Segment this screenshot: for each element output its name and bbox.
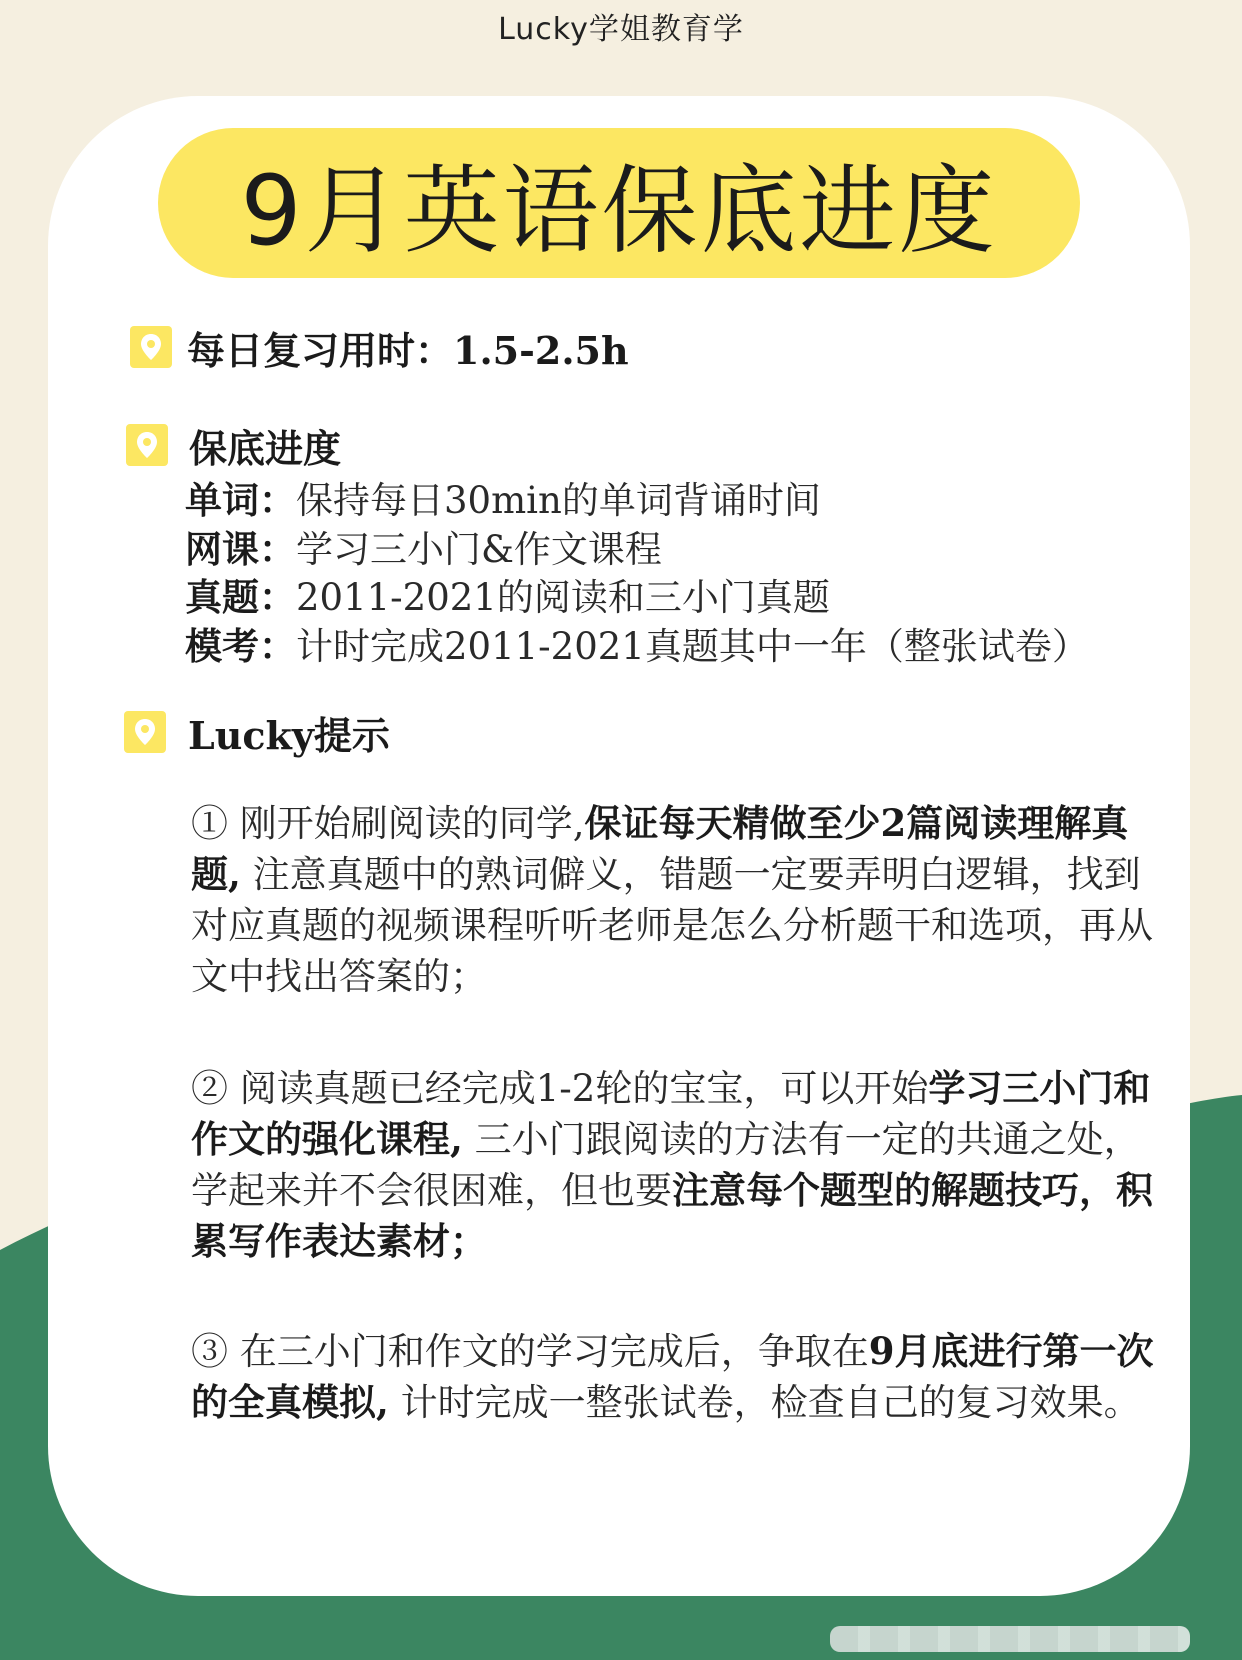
progress-item-key: 网课：	[185, 527, 296, 571]
progress-item	[185, 476, 821, 525]
daily-time-heading: 每日复习用时：1.5-2.5h	[187, 328, 629, 373]
tip-paragraph	[191, 1326, 1161, 1428]
location-pin-icon	[126, 424, 168, 466]
watermark-text: Lucky学姐教育学	[498, 12, 744, 47]
title-banner	[158, 128, 1080, 278]
tip-bold-text: 注意每个题型的解题技巧，积累写作表达素材；	[191, 1168, 1153, 1263]
progress-item-key: 真题：	[185, 575, 296, 619]
tip-bold-text: 保证每天精做至少2篇阅读理解真题,	[191, 801, 1129, 896]
tip-paragraph	[191, 1063, 1161, 1267]
progress-item-text: 保持每日30min的单词背诵时间	[296, 479, 821, 522]
tip-paragraph	[191, 798, 1161, 1002]
tip-text: ③ 在三小门和作文的学习完成后，争取在	[191, 1330, 869, 1373]
tip-text: ① 刚开始刷阅读的同学,	[191, 802, 585, 845]
progress-item-text: 学习三小门&作文课程	[296, 528, 662, 571]
location-pin-icon	[130, 326, 172, 368]
progress-heading: 保底进度	[189, 426, 342, 471]
tip-bold-text: 9月底进行第一次的全真模拟,	[191, 1329, 1154, 1424]
progress-item-text: 计时完成2011-2021真题其中一年（整张试卷）	[296, 625, 1089, 668]
tip-bold-text: 学习三小门和作文的强化课程,	[191, 1066, 1151, 1161]
footer-watermark-smudge	[830, 1626, 1190, 1652]
progress-item-text: 2011-2021的阅读和三小门真题	[296, 576, 830, 619]
tip-text: 三小门跟阅读的方法有一定的共通之处，学起来并不会很困难，但也要	[191, 1118, 1141, 1212]
progress-item	[185, 573, 830, 622]
location-pin-icon	[124, 711, 166, 753]
page-title: 9月英语保底进度	[240, 154, 998, 267]
tips-heading: Lucky提示	[188, 713, 390, 758]
progress-item-key: 模考：	[185, 624, 296, 668]
tip-text: 注意真题中的熟词僻义，错题一定要弄明白逻辑，找到对应真题的视频课程听听老师是怎么分析题干和选项，再从文中找出答案的；	[191, 853, 1153, 998]
progress-item	[185, 622, 1089, 671]
progress-item-key: 单词：	[185, 478, 296, 522]
progress-item	[185, 525, 662, 574]
tip-text: 计时完成一整张试卷，检查自己的复习效果。	[388, 1381, 1141, 1424]
tip-text: ② 阅读真题已经完成1-2轮的宝宝，可以开始	[191, 1067, 929, 1110]
